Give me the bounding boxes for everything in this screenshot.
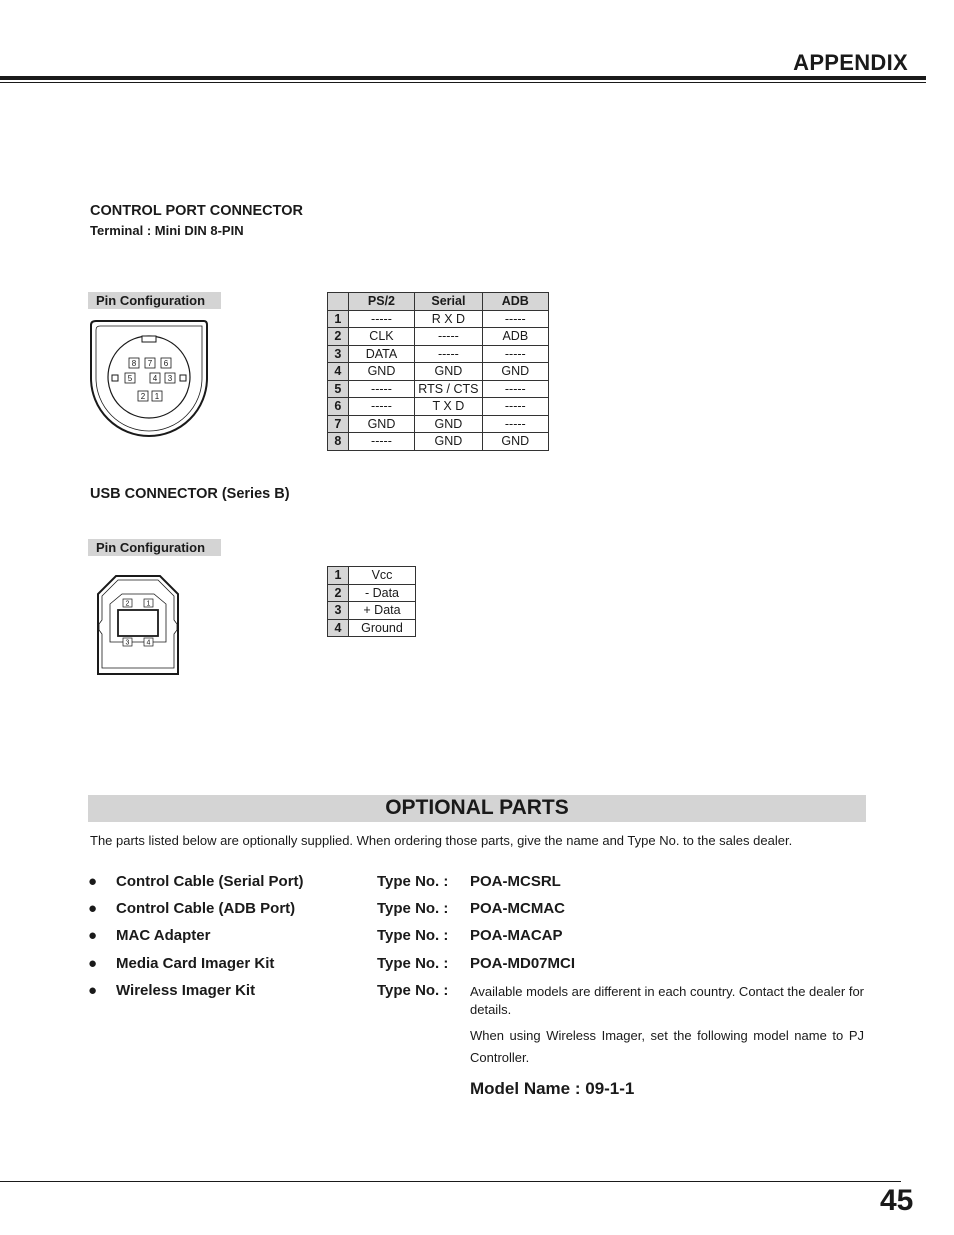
pin-number: 6 (328, 398, 349, 416)
ps2-signal: DATA (348, 345, 414, 363)
serial-signal: ----- (415, 345, 482, 363)
type-no-label: Type No. : (377, 927, 449, 944)
control-port-terminal: Terminal : Mini DIN 8-PIN (90, 223, 244, 238)
part-name: Control Cable (Serial Port) (116, 873, 304, 890)
pin-number: 7 (328, 415, 349, 433)
serial-signal: RTS / CTS (415, 380, 482, 398)
usb-pin-label: 4 (146, 639, 151, 647)
adb-signal: ----- (482, 310, 548, 328)
part-name: Media Card Imager Kit (116, 955, 275, 972)
usb-pin-config-label: Pin Configuration (88, 539, 221, 556)
mini-din-pin-label: 4 (152, 374, 158, 383)
pin-number: 4 (328, 363, 349, 381)
type-no-value: POA-MACAP (470, 927, 563, 944)
serial-signal: GND (415, 433, 482, 451)
usb-signal: + Data (349, 602, 416, 620)
mini-din-pin-label: 2 (140, 392, 146, 401)
table-row (328, 602, 416, 620)
usb-pin-label: 3 (125, 639, 130, 647)
part-name: Control Cable (ADB Port) (116, 900, 296, 917)
part-name: MAC Adapter (116, 927, 211, 944)
type-no-value: POA-MCSRL (470, 873, 561, 890)
table-row (328, 433, 549, 451)
optional-parts-intro: The parts listed below are optionally supplied. When ordering those parts, give the name and Type No. to the sales dealer. (90, 833, 793, 848)
ps2-signal: GND (348, 363, 414, 381)
ps2-signal: CLK (348, 328, 414, 346)
ps2-signal: ----- (348, 398, 414, 416)
bullet-icon: ● (88, 900, 98, 917)
mini-din-connector-diagram (88, 318, 210, 438)
usb-pin-table (327, 566, 416, 637)
mini-din-pin-label: 5 (127, 374, 133, 383)
table-row (328, 380, 549, 398)
bullet-icon: ● (88, 982, 98, 999)
mini-din-pin-label: 7 (147, 359, 153, 368)
type-no-label: Type No. : (377, 955, 449, 972)
usb-signal: Vcc (349, 567, 416, 585)
adb-signal: GND (482, 363, 548, 381)
serial-signal: T X D (415, 398, 482, 416)
usb-connector-heading: USB CONNECTOR (Series B) (90, 486, 290, 502)
column-header-ps2: PS/2 (348, 293, 414, 311)
serial-signal: ----- (415, 328, 482, 346)
header-rule-thick (0, 76, 926, 80)
column-header-serial: Serial (415, 293, 482, 311)
mini-din-pin-label: 1 (154, 392, 160, 401)
ps2-signal: ----- (348, 310, 414, 328)
usb-pin-label: 1 (146, 600, 151, 608)
table-row (328, 415, 549, 433)
adb-signal: ----- (482, 415, 548, 433)
table-row (328, 328, 549, 346)
table-row (328, 619, 416, 637)
pin-number: 8 (328, 433, 349, 451)
bullet-icon: ● (88, 955, 98, 972)
control-pin-config-label: Pin Configuration (88, 292, 221, 309)
mini-din-pin-label: 3 (167, 374, 173, 383)
pin-number: 3 (328, 602, 349, 620)
pin-number: 1 (328, 567, 349, 585)
usb-signal: Ground (349, 619, 416, 637)
type-no-label: Type No. : (377, 900, 449, 917)
bullet-icon: ● (88, 873, 98, 890)
ps2-signal: GND (348, 415, 414, 433)
type-no-label: Type No. : (377, 873, 449, 890)
model-name: Model Name : 09-1-1 (470, 1079, 635, 1098)
table-row (328, 584, 416, 602)
mini-din-pin-label: 8 (131, 359, 137, 368)
page-number: 45 (880, 1184, 914, 1217)
footer-rule (0, 1181, 901, 1182)
type-no-value: POA-MD07MCI (470, 955, 576, 972)
table-row (328, 363, 549, 381)
table-row (328, 345, 549, 363)
adb-signal: ----- (482, 398, 548, 416)
usb-b-connector-diagram (96, 574, 180, 676)
usb-pin-label: 2 (125, 600, 130, 608)
table-corner-cell (328, 293, 349, 311)
header-rule-thin (0, 82, 926, 83)
ps2-signal: ----- (348, 433, 414, 451)
pin-number: 5 (328, 380, 349, 398)
table-row (328, 398, 549, 416)
pin-number: 4 (328, 619, 349, 637)
column-header-adb: ADB (482, 293, 548, 311)
pin-number: 2 (328, 584, 349, 602)
serial-signal: GND (415, 415, 482, 433)
table-header-row (328, 293, 549, 311)
type-no-value: POA-MCMAC (470, 900, 565, 917)
bullet-icon: ● (88, 927, 98, 944)
pin-number: 3 (328, 345, 349, 363)
adb-signal: ----- (482, 380, 548, 398)
optional-parts-title: OPTIONAL PARTS (385, 796, 569, 819)
serial-signal: GND (415, 363, 482, 381)
adb-signal: ----- (482, 345, 548, 363)
mini-din-pin-label: 6 (163, 359, 169, 368)
table-row (328, 310, 549, 328)
wireless-setup-note: When using Wireless Imager, set the following model name to PJ Controller. (470, 1028, 864, 1065)
adb-signal: ADB (482, 328, 548, 346)
adb-signal: GND (482, 433, 548, 451)
ps2-signal: ----- (348, 380, 414, 398)
usb-signal: - Data (349, 584, 416, 602)
table-row (328, 567, 416, 585)
pin-number: 1 (328, 310, 349, 328)
type-no-label: Type No. : (377, 982, 449, 999)
wireless-availability-note: Available models are different in each country. Contact the dealer for details. (470, 984, 864, 1017)
part-name: Wireless Imager Kit (116, 982, 256, 999)
section-title: APPENDIX (793, 50, 908, 75)
control-port-pin-table (327, 292, 549, 451)
serial-signal: R X D (415, 310, 482, 328)
pin-number: 2 (328, 328, 349, 346)
control-port-heading: CONTROL PORT CONNECTOR (90, 203, 303, 219)
